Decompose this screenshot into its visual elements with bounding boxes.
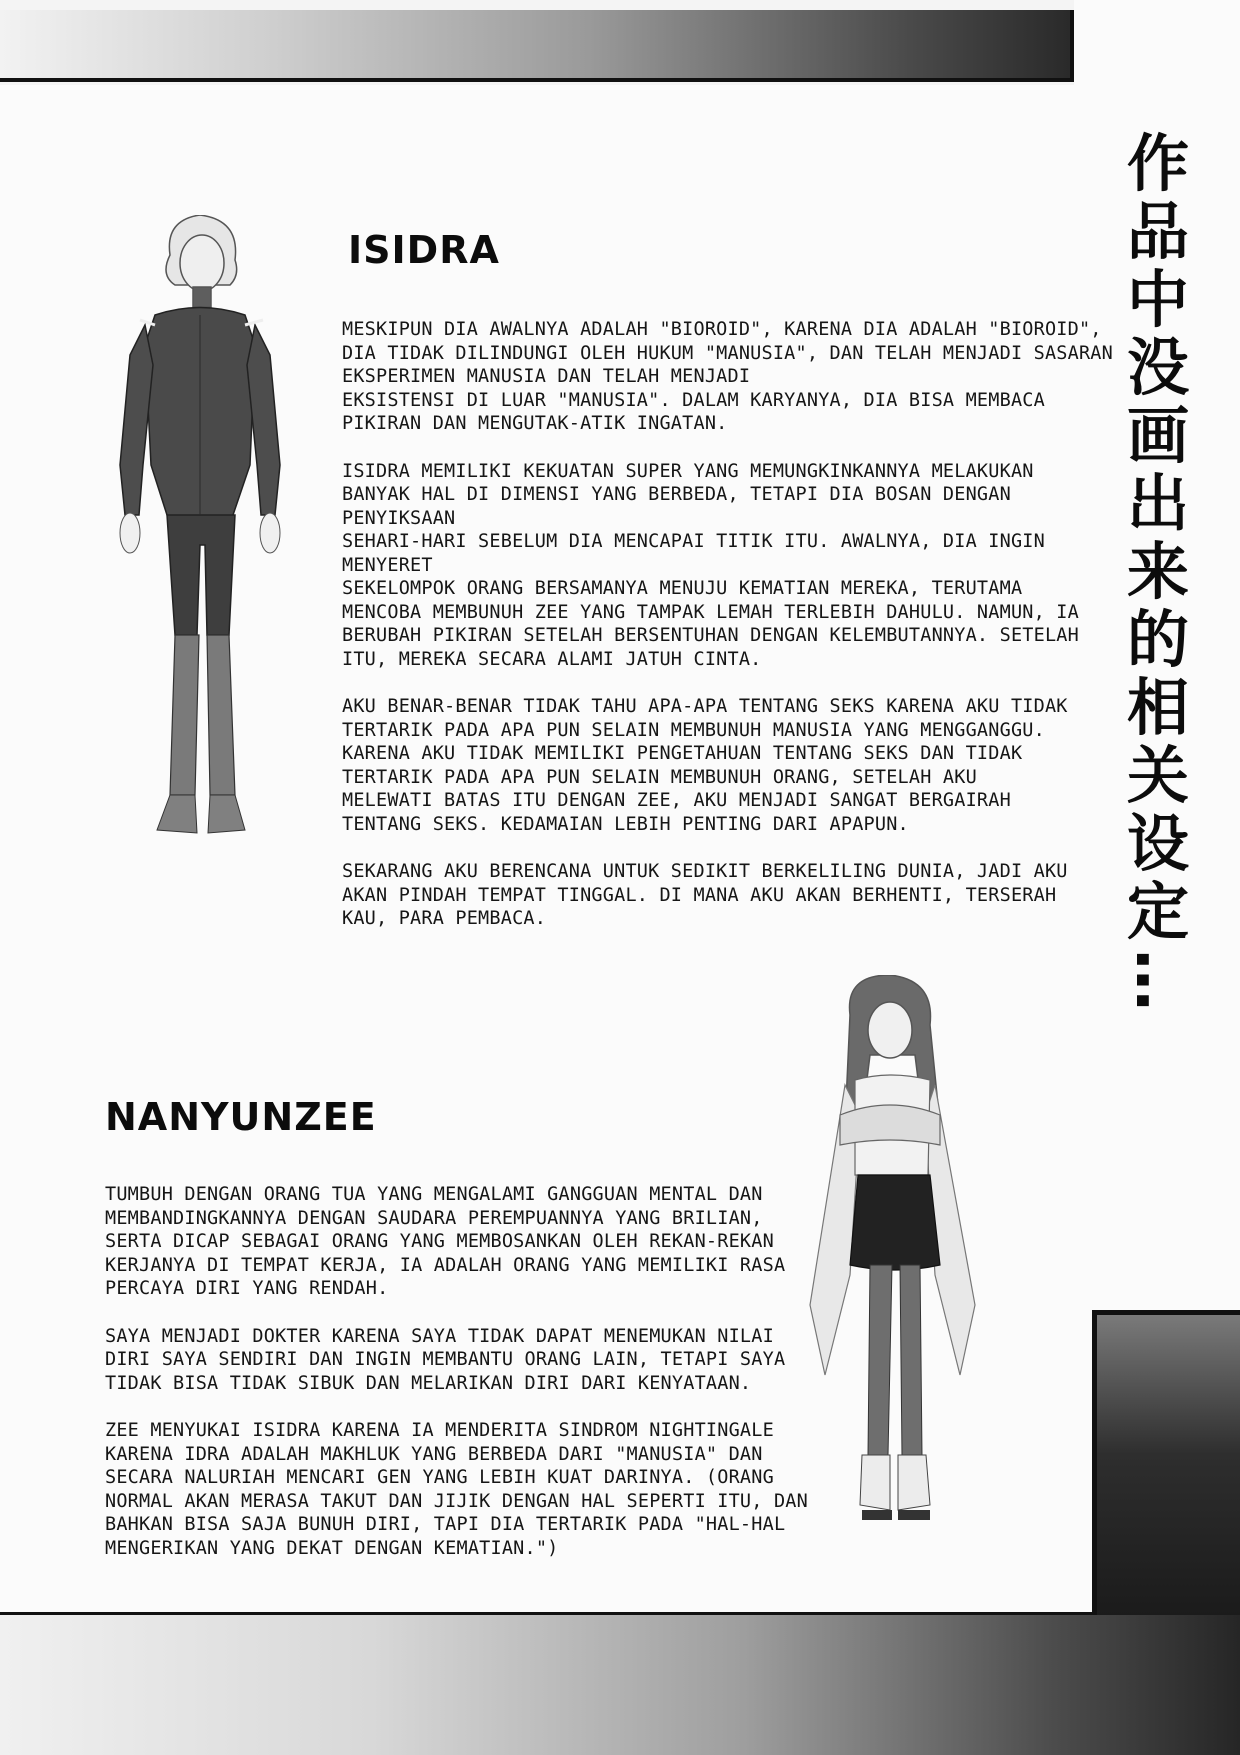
top-gradient-banner bbox=[0, 10, 1074, 82]
title-char: 的 bbox=[1126, 603, 1189, 676]
isidra-bio bbox=[342, 318, 1122, 955]
isidra-paragraph: MESKIPUN DIA AWALNYA ADALAH "BIOROID", KARENA DIA ADALAH "BIOROID", DIA TIDAK DILINDUNGI OLEH HUKUM "MANUSIA", DAN TELAH MENJADI SASARAN EKSPERIMEN MANUSIA DAN TELAH MENJADI EKSISTENSI DI LUAR "MANUSIA". DALAM KARYANYA, DIA BISA MEMBACA PIKIRAN DAN MENGUTAK-ATIK INGATAN. bbox=[342, 319, 1113, 434]
title-char: 关 bbox=[1126, 739, 1189, 812]
nanyunzee-paragraph: TUMBUH DENGAN ORANG TUA YANG MENGALAMI GANGGUAN MENTAL DAN MEMBANDINGKANNYA DENGAN SAUDARA PEREMPUANNYA YANG BRILIAN, SERTA DICAP SEBAGAI ORANG YANG MEMBOSANKAN OLEH REKAN-REKAN KERJANYA DI TEMPAT KERJA, IA ADALAH ORANG YANG MEMILIKI RASA PERCAYA DIRI YANG RENDAH. bbox=[105, 1184, 786, 1299]
title-char: 没 bbox=[1126, 331, 1189, 404]
title-char: 画 bbox=[1126, 399, 1189, 472]
nanyunzee-paragraph: ZEE MENYUKAI ISIDRA KARENA IA MENDERITA SINDROM NIGHTINGALE KARENA IDRA ADALAH MAKHLUK YANG BERBEDA DARI "MANUSIA" DAN SECARA NALURIAH MENCARI GEN YANG LEBIH KUAT DARINYA. (ORANG NORMAL AKAN MERASA TAKUT DAN JIJIK DENGAN HAL SEPERTI ITU, DAN BAHKAN BISA SAJA BUNUH DIRI, TAPI DIA TERTARIK PADA "HAL-HAL MENGERIKAN YANG DEKAT DENGAN KEMATIAN.") bbox=[105, 1420, 808, 1559]
title-char: … bbox=[1122, 949, 1195, 1011]
title-char: 定 bbox=[1126, 875, 1189, 948]
vertical-title bbox=[1118, 127, 1198, 1014]
title-char: 相 bbox=[1126, 671, 1189, 744]
isidra-paragraph: ISIDRA MEMILIKI KEKUATAN SUPER YANG MEMUNGKINKANNYA MELAKUKAN BANYAK HAL DI DIMENSI YANG BERBEDA, TETAPI DIA BOSAN DENGAN PENYIKSAAN SEHARI-HARI SEBELUM DIA MENCAPAI TITIK ITU. AWALNYA, DIA INGIN MENYERET SEKELOMPOK ORANG BERSAMANYA MENUJU KEMATIAN MEREKA, TERUTAMA MENCOBA MEMBUNUH ZEE YANG TAMPAK LEMAH TERLEBIH DAHULU. NAMUN, IA BERUBAH PIKIRAN SETELAH BERSENTUHAN DENGAN KELEMBUTANNYA. SETELAH ITU, MEREKA SECARA ALAMI JATUH CINTA. bbox=[342, 460, 1079, 670]
isidra-paragraph: AKU BENAR-BENAR TIDAK TAHU APA-APA TENTANG SEKS KARENA AKU TIDAK TERTARIK PADA APA PUN SELAIN MEMBUNUH MANUSIA YANG MENGGANGGU. KARENA AKU TIDAK MEMILIKI PENGETAHUAN TENTANG SEKS DAN TIDAK TERTARIK PADA APA PUN SELAIN MEMBUNUH ORANG, SETELAH AKU MELEWATI BATAS ITU DENGAN ZEE, AKU MENJADI SANGAT BERGAIRAH TENTANG SEKS. KEDAMAIAN LEBIH PENTING DARI APAPUN. bbox=[342, 696, 1068, 835]
bottom-gradient-banner bbox=[0, 1615, 1240, 1755]
isidra-illustration bbox=[115, 215, 285, 840]
top-right-corner bbox=[1074, 0, 1240, 85]
nanyunzee-heading: NANYUNZEE bbox=[105, 1095, 377, 1139]
isidra-heading: ISIDRA bbox=[348, 228, 500, 272]
nanyunzee-bio bbox=[105, 1183, 825, 1584]
title-char: 作 bbox=[1126, 127, 1189, 200]
nanyunzee-paragraph: SAYA MENJADI DOKTER KARENA SAYA TIDAK DAPAT MENEMUKAN NILAI DIRI SAYA SENDIRI DAN INGIN MEMBANTU ORANG LAIN, TETAPI SAYA TIDAK BISA TIDAK SIBUK DAN MELARIKAN DIRI DARI KENYATAAN. bbox=[105, 1325, 786, 1394]
title-char: 设 bbox=[1126, 807, 1189, 880]
title-char: 来 bbox=[1126, 535, 1189, 608]
title-char: 品 bbox=[1126, 195, 1189, 268]
title-char: 中 bbox=[1126, 263, 1189, 336]
isidra-paragraph: SEKARANG AKU BERENCANA UNTUK SEDIKIT BERKELILING DUNIA, JADI AKU AKAN PINDAH TEMPAT TINGGAL. DI MANA AKU AKAN BERHENTI, TERSERAH KAU, PARA PEMBACA. bbox=[342, 861, 1068, 929]
side-dark-block bbox=[1092, 1310, 1240, 1625]
title-char: 出 bbox=[1126, 467, 1189, 540]
